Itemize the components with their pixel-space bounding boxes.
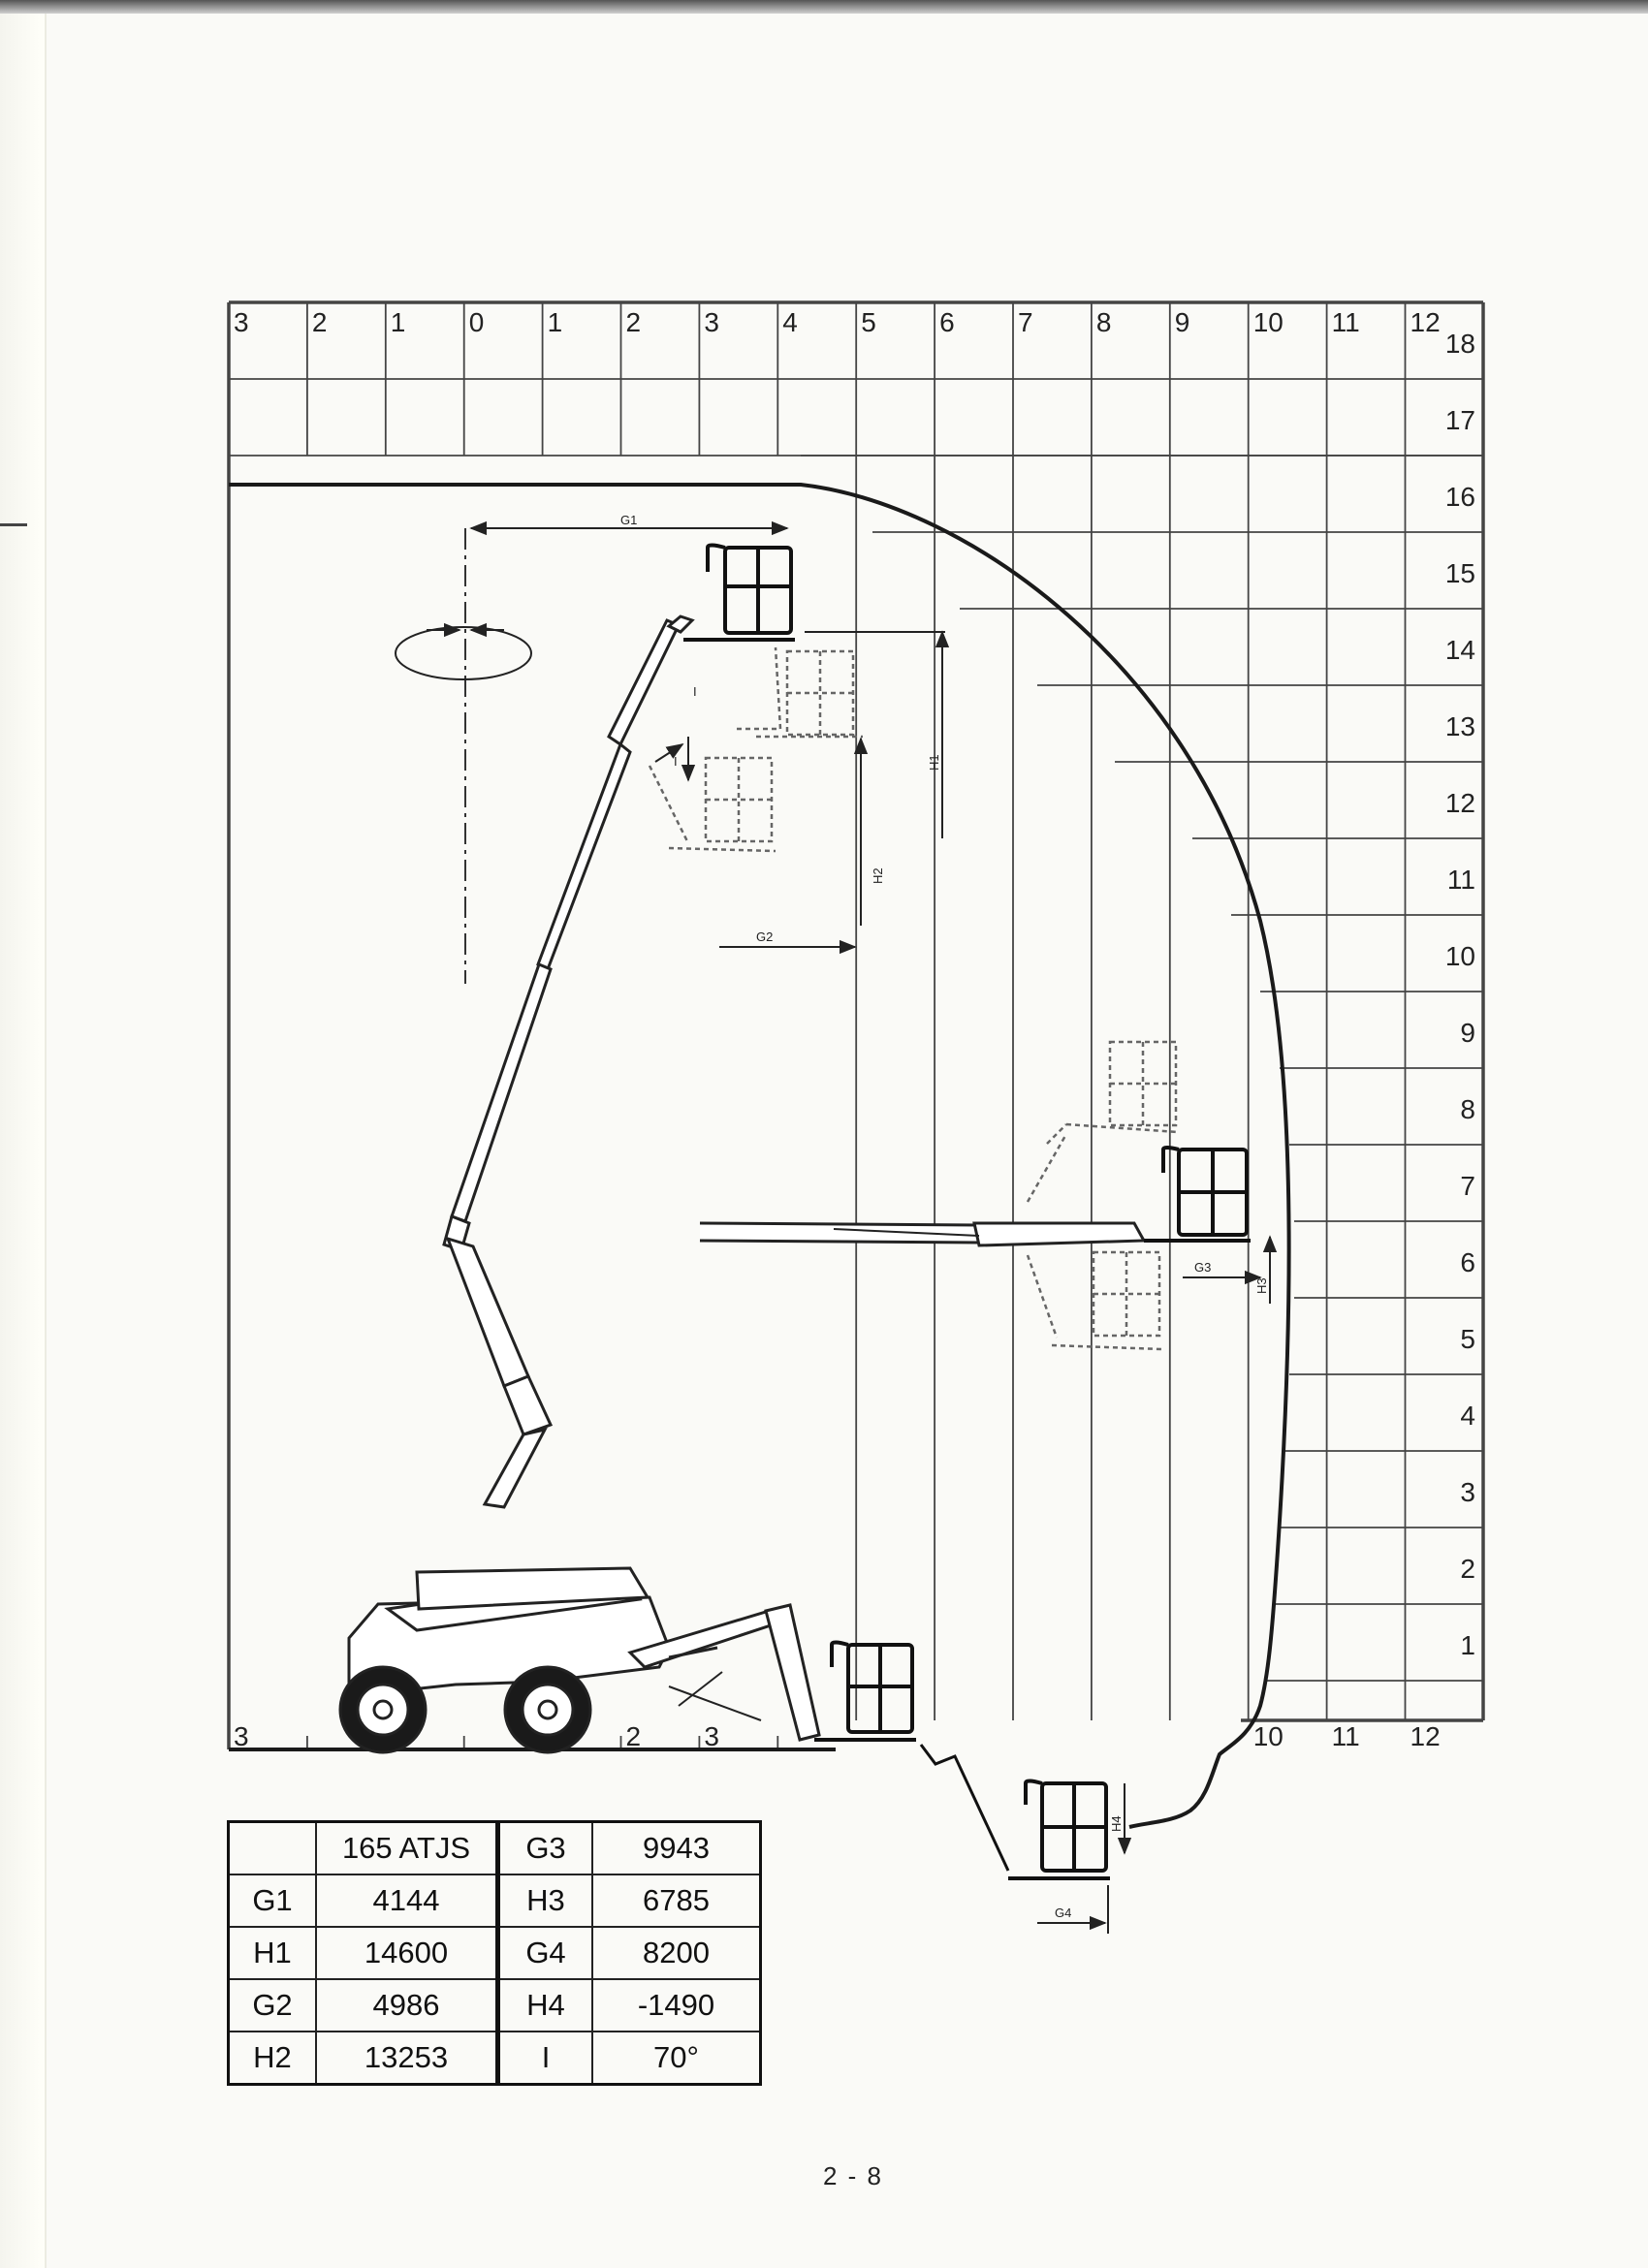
table-cell: G2 — [229, 1979, 317, 2032]
table-cell: 4144 — [316, 1874, 498, 1927]
label-h3: H3 — [1254, 1277, 1269, 1294]
grid-label: 9 — [1460, 1018, 1475, 1048]
table-cell: G1 — [229, 1874, 317, 1927]
label-g3: G3 — [1194, 1260, 1212, 1275]
grid-label: 10 — [1444, 941, 1475, 971]
grid-label: 3 — [704, 307, 719, 337]
grid-label: 5 — [1460, 1324, 1475, 1354]
grid-label: 8 — [1460, 1094, 1475, 1124]
label-i-bottom: I — [674, 754, 678, 769]
grid-label: 1 — [1460, 1630, 1475, 1660]
grid-label: 7 — [1460, 1171, 1475, 1201]
table-cell: H3 — [498, 1874, 593, 1927]
grid-label: 12 — [1410, 307, 1441, 337]
grid-label: 2 — [625, 1721, 642, 1751]
table-cell: 13253 — [316, 2032, 498, 2085]
grid-label: 5 — [861, 307, 876, 337]
table-cell — [229, 1822, 317, 1875]
label-h2: H2 — [871, 867, 885, 884]
table-cell: I — [498, 2032, 593, 2085]
grid-label: 18 — [1444, 329, 1475, 359]
grid-label: 11 — [1446, 865, 1475, 895]
table-cell: 165 ATJS — [316, 1822, 498, 1875]
rotation-ellipse — [396, 627, 531, 679]
grid-label: 0 — [468, 307, 485, 337]
table-row — [229, 1822, 761, 1875]
grid-label: 6 — [939, 307, 955, 337]
grid-label: 2 — [625, 307, 642, 337]
table-cell: H4 — [498, 1979, 593, 2032]
table-cell: 6785 — [592, 1874, 761, 1927]
dimension-label-group — [620, 513, 1269, 1920]
label-g4: G4 — [1055, 1906, 1072, 1920]
grid-label: 6 — [1460, 1247, 1475, 1277]
grid-label: 3 — [1460, 1477, 1475, 1507]
grid-label: 13 — [1444, 711, 1475, 741]
grid-labels — [234, 307, 1475, 1751]
grid-label: 1 — [390, 307, 406, 337]
grid-label: 8 — [1095, 307, 1112, 337]
label-g1: G1 — [620, 513, 638, 527]
grid-label: 12 — [1410, 1721, 1441, 1751]
table-cell: 14600 — [316, 1927, 498, 1979]
grid-label: 3 — [704, 1721, 719, 1751]
table-cell: G4 — [498, 1927, 593, 1979]
grid-label: 16 — [1444, 482, 1475, 512]
grid-label: 4 — [1460, 1401, 1475, 1431]
label-g2: G2 — [756, 929, 774, 944]
grid-label: 3 — [234, 1721, 249, 1751]
grid-label: 14 — [1444, 635, 1475, 665]
label-i-top: I — [693, 684, 697, 699]
grid-label: 10 — [1252, 1721, 1284, 1751]
aerial-lift-machine — [340, 616, 1144, 1752]
table-cell: 9943 — [592, 1822, 761, 1875]
grid-label: 3 — [234, 307, 249, 337]
table-row — [229, 1979, 761, 2032]
grid-label: 2 — [1460, 1554, 1475, 1584]
grid-label: 11 — [1331, 307, 1360, 337]
grid-label: 7 — [1018, 307, 1033, 337]
label-h1: H1 — [927, 754, 941, 771]
grid-label: 2 — [311, 307, 328, 337]
grid-label: 12 — [1444, 788, 1475, 818]
table-cell: 4986 — [316, 1979, 498, 2032]
spec-table — [227, 1820, 762, 2086]
table-cell: -1490 — [592, 1979, 761, 2032]
table-cell: H1 — [229, 1927, 317, 1979]
platforms — [683, 546, 1251, 1879]
table-cell: 8200 — [592, 1927, 761, 1979]
table-row — [229, 2032, 761, 2085]
table-cell: H2 — [229, 2032, 317, 2085]
page-number: 2 - 8 — [822, 2161, 884, 2190]
grid-label: 1 — [547, 307, 563, 337]
grid-label: 10 — [1252, 307, 1284, 337]
ghost-platforms — [650, 647, 1178, 1349]
grid-label: 4 — [782, 307, 798, 337]
grid-label: 17 — [1444, 405, 1475, 435]
table-cell: G3 — [498, 1822, 593, 1875]
table-cell: 70° — [592, 2032, 761, 2085]
table-row — [229, 1874, 761, 1927]
grid — [229, 302, 1483, 1749]
grid-label: 11 — [1331, 1721, 1360, 1751]
label-h4: H4 — [1109, 1815, 1124, 1832]
table-row — [229, 1927, 761, 1979]
grid-label: 9 — [1174, 307, 1190, 337]
grid-label: 15 — [1444, 558, 1475, 588]
